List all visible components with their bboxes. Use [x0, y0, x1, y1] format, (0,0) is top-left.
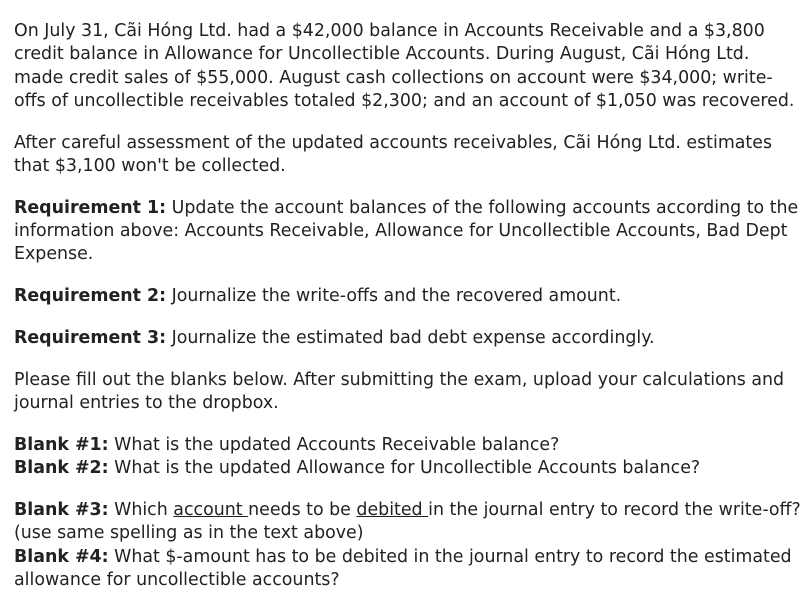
assessment-paragraph: After careful assessment of the updated accounts receivables, Cãi Hóng Ltd. estimates that $3,100 won't be collected.	[14, 132, 773, 176]
blank-3-underlined-debited: debited	[356, 499, 429, 520]
blank-4-label: Blank #4:	[14, 546, 109, 567]
blank-3-pre: Which	[108, 499, 174, 520]
requirement-2	[14, 285, 804, 308]
blank-2-text: What is the updated Allowance for Uncollectible Accounts balance?	[108, 458, 701, 479]
requirement-3	[14, 327, 804, 350]
blank-2-label: Blank #2:	[14, 458, 109, 479]
requirement-3-text: Journalize the estimated bad debt expense accordingly.	[166, 327, 655, 348]
blank-2	[14, 457, 804, 480]
blank-1	[14, 434, 804, 457]
blank-4-text: What $-amount has to be debited in the journal entry to record the estimated allowance for uncollectible accounts?	[14, 546, 792, 590]
blank-1-text: What is the updated Accounts Receivable balance?	[108, 434, 560, 455]
blank-3	[14, 499, 804, 546]
blank-3-mid: needs to be	[248, 499, 357, 520]
requirement-2-label: Requirement 2:	[14, 286, 167, 307]
blank-1-label: Blank #1:	[14, 434, 109, 455]
blank-4	[14, 546, 804, 593]
requirement-1	[14, 197, 804, 267]
question-text	[14, 20, 804, 592]
bottom-fade	[0, 593, 810, 607]
requirement-1-text: Update the account balances of the following accounts according to the information above: Accounts Receivable, Allowance for Uncollectible Accounts, Bad Dept Expense.	[14, 197, 799, 265]
blank-3-underlined-account: account	[173, 499, 249, 520]
requirement-1-label: Requirement 1:	[14, 197, 167, 218]
blank-3-post: in the journal entry to record the write-off? (use same spelling as in the text above)	[14, 499, 801, 544]
intro-paragraph: On July 31, Cãi Hóng Ltd. had a $42,000 balance in Accounts Receivable and a $3,800 credit balance in Allowance for Uncollectible Accounts. During August, Cãi Hóng Ltd. made credit sales of $55,000. August cash collections on account were $34,000; write-offs of uncollectible receivables totaled $2,300; and an account of $1,050 was recovered.	[14, 21, 795, 111]
requirement-3-label: Requirement 3:	[14, 327, 167, 348]
requirement-2-text: Journalize the write-offs and the recovered amount.	[166, 286, 622, 307]
instructions-paragraph: Please fill out the blanks below. After submitting the exam, upload your calculations and journal entries to the dropbox.	[14, 369, 785, 414]
blank-3-label: Blank #3:	[14, 499, 109, 520]
